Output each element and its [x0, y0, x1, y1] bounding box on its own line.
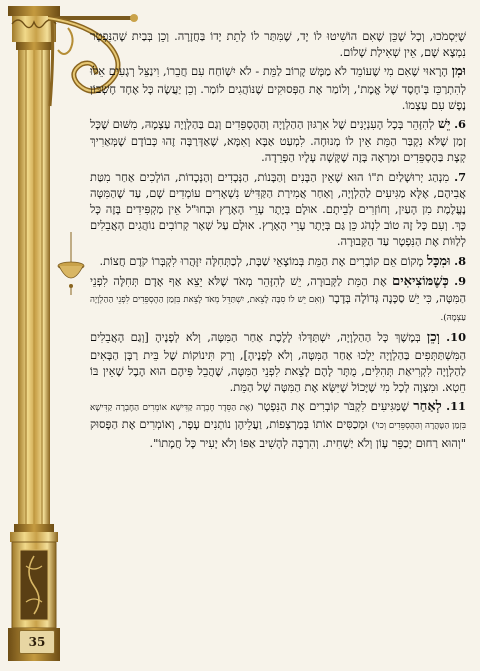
paragraph-text: בְּמֶשֶׁךְ כָּל הַהַלְוָיָה, יִשְׁתַּדְּלוּ לָלֶכֶת אַחַר הַמִּטָּה, וְלֹא לְפָנֶיהָ [וְגַם הָאֲבֵלִים הַמִּשְׁתַּתְּפִים בַּהַלְוָיָה יֵלְכוּ אַחַר הַמִּטָּה, וְלֹא לְפָנֶיהָ], וְרַק תִּינוֹקוֹת שֶׁל בֵּית רַבָּן הַבָּאִים לַהַלְוָיָה לִקְרִיאַת תְּהִלִּים, מֻתָּר לָהֶם לָצֵאת לִפְנֵי הַמִּטָּה, שֶׁהֲבֵל פִּיהֶם הוּא הֶבֶל שֶׁאֵין בּוֹ חֵטְא. וּמִצְוָה לְכָל מִי שֶׁיָּכוֹל שֶׁיִּשָּׂא אֶת הַמִּטָּה שֶׁל הַמֵּת.	[90, 330, 466, 395]
paragraph-6	[90, 116, 466, 166]
paragraph-number: 7.	[454, 169, 466, 184]
paragraph-number: 8.	[454, 253, 466, 268]
paragraph-10	[90, 329, 466, 395]
paragraph-number: 10.	[446, 330, 466, 345]
paragraph-9	[90, 273, 466, 327]
paragraph-lead-word: כְּשֶׁמּוֹצִיאִים	[392, 273, 449, 289]
paragraph-note: (אֶת הַסֵּדֶר חֶבְרָה קַדִּישָׁא אוֹמְרִים הַחֶבְרָה קַדִּישָׁא בִּזְמַן הַטָּהֳרָה וְהַהֶסְפֵּדִים וְכוּ')	[90, 403, 466, 432]
paragraph-text: מִנְהַג יְרוּשָׁלַיִם ת"וֹ הוּא שֶׁאֵין הַבָּנִים וְהַבָּנוֹת, הַנְּכָדִים וְהַנְּכָדוֹת, הוֹלְכִים אַחַר מִטַּת אֲבִיהֶם, אֶלָּא מַגִּיעִים לַהַלְוָיָה, וְאַחַר אֲמִירַת הַקַּדִּישׁ נִשְׁאָרִים עוֹמְדִים שָׁם, עַד שֶׁהַמִּטָּה נֶעֱלֶמֶת מִן הָעַיִן, וְחוֹזְרִים לְבֵיתָם. אוּלָם בְּיֶתֶר עָרֵי הָאָרֶץ וּבְחוּ"ל אֵין מַקְפִּידִים בָּזֶה כָּל כָּךְ. וְעִם כָּל זֶה טוֹב לִנְהֹג כֵּן גַּם בְּיֶתֶר עָרֵי הָאָרֶץ. אוּלָם עַל שְׁאָר קְרוֹבִים נוֹהֲגִים הָאֲבֵלִים לְלַוּוֹת אֶת הַנִּפְטָר עַד הַקְּבוּרָה.	[90, 169, 466, 249]
paragraph-number: 11.	[446, 399, 466, 414]
paragraph-text: אֶת הַמֵּת לַקְּבוּרָה, יֵשׁ לְהִזָּהֵר מְאֹד שֶׁלֹּא יֵצֵא אַף אָדָם תְּחִלָּה לִפְנֵי הַמִּטָּה, כִּי יֵשׁ סַכָּנָה גְּדוֹלָה בְּדָבָר	[90, 273, 466, 306]
paragraph-text: לְהִזָּהֵר בְּכָל הָעִנְיָנִים שֶׁל אִרְגּוּן הַהַלְוָיָה וְהַהֶסְפֵּדִים וְגַם בַּהַלְוָיָה עַצְמָהּ, מִשּׁוּם שֶׁכָּל זְמַן שֶׁלֹּא נִקְבַּר הַמֵּת אֵין לוֹ מְנוּחָה. לִמְעַט אַבָּא וְאִמָּא, שֶׁאַדְּרַבָּה זֶהוּ כְּבוֹדָם שֶׁמְּאַרִיךְ קְצָת בַּהֶסְפֵּדִים וּמַרְאֶה בָּזֶה שֶׁקָּשָׁה עָלָיו הַפְּרֵדָה.	[90, 117, 466, 165]
paragraph-lead-word: וּמִן	[451, 64, 466, 80]
paragraph-text: שֶׁמַּגִּיעִים לִקְבֹּר קוֹבְרִים אֶת הַנִּפְטָר	[257, 399, 409, 414]
paragraph-7	[90, 169, 466, 250]
paragraph-note: (וְאִם יֵשׁ לוֹ סִבָּה לָצֵאת, יִשְׁתַּדֵּל מְאֹד לָצֵאת בִּזְמַן הַהֶסְפֵּדִים לִפְנֵי הַהַלְוָיָה עַצְמָהּ).	[90, 295, 466, 324]
main-text	[90, 28, 466, 658]
paragraph-lead-word: לְאַחַר	[413, 399, 442, 415]
paragraph-uman	[90, 63, 466, 113]
paragraph-text-tail: וּמְכַסִּים אוֹתוֹ בְּמַרְצְפוֹת, וַעֲלֵיהֶן נוֹתְנִים עָפָר, וְאוֹמְרִים אֶת הַפָּסוּק "וְהוּא רַחוּם יְכַפֵּר עָוֹן וְלֹא יַשְׁחִית. וְהִרְבָּה לְהָשִׁיב אַפּוֹ וְלֹא יָעִיר כָּל חֲמָתוֹ".	[90, 417, 466, 450]
paragraph-11	[90, 398, 466, 451]
paragraph-lead-word: וְכֵן	[426, 330, 440, 346]
paragraph-text: שֶׁיִּסְמֹכוּ, וְכָל שֶׁכֵּן שֶׁאִם הוֹשִׁיטוּ לוֹ יָד, שֶׁמִּתַּר לוֹ לָתֵת יָדוֹ בַּחֲזָרָה. וְכֵן בְּבַיִת שֶׁהַנִּפְטָר נִמְצָא שָׁם, אֵין שְׁאִילַת שָׁלוֹם.	[90, 29, 466, 60]
paragraph-continuation	[90, 28, 466, 60]
paragraph-text: מָקוֹם אֵם קוֹבְרִים אֶת הַמֵּת בְּמוֹצָאֵי שַׁבָּת, לְכַתְּחִלָּה יִזָּהֲרוּ לִקְבְּרוֹ קֹדֶם חֲצוֹת.	[99, 253, 424, 268]
paragraph-lead-word: וּמִכָּל	[427, 253, 451, 269]
paragraph-lead-word: יֵשׁ	[437, 117, 451, 133]
paragraph-8	[90, 253, 466, 270]
paragraph-number: 9.	[454, 273, 467, 288]
hanging-lamp-ornament	[56, 232, 86, 296]
paragraph-text: הָרָאוּי שֶׁאִם מִי שֶׁעוֹמֵד לֹא מַמָּשׁ קָרוֹב לַמֵּת - לֹא יִשְׁוֹחַח עִם חֲבֵרוֹ, וִינַצֵּל רְגָעִים אֵלּוּ לְהִתְרַכֵּז בְּ'חֶסֶד שֶׁל אֱמֶת', וְלוֹמַר אֶת הַפְּסוּקִים שֶׁנּוֹהֲגִים לוֹמַר. וְכֵן יַעֲשֶׂה כָּל אֶחָד חֶשְׁבּוֹן נֶפֶשׁ עִם עַצְמוֹ.	[90, 64, 466, 112]
page-number: 35	[19, 630, 55, 654]
paragraph-number: 6.	[454, 117, 466, 132]
